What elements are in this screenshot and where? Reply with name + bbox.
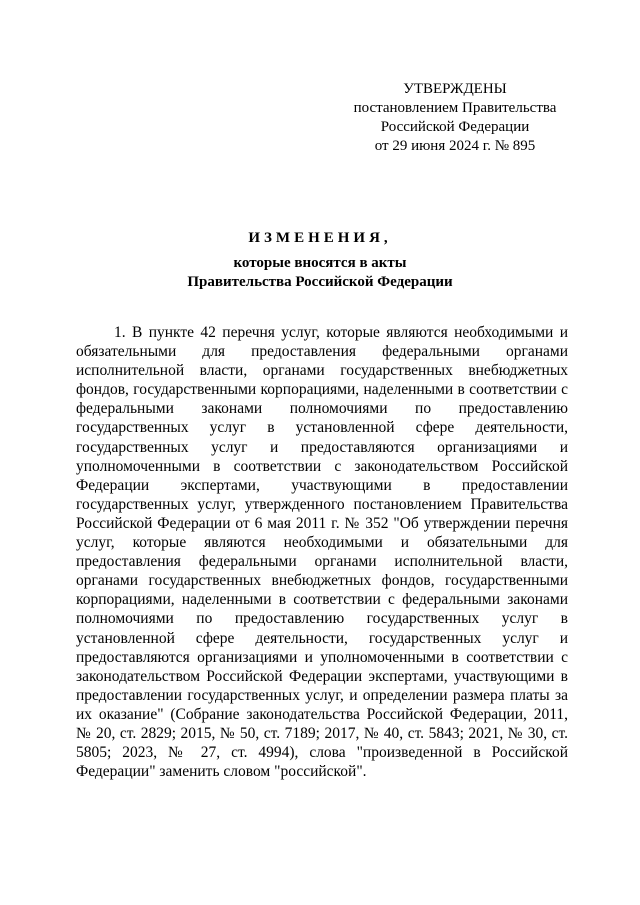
approval-stamp	[340, 80, 570, 156]
document-title: ИЗМЕНЕНИЯ,	[248, 230, 392, 246]
approval-date-number: от 29 июня 2024 г. № 895	[374, 138, 536, 154]
document-subtitle	[0, 254, 640, 292]
approval-authority: постановлением Правительства	[353, 100, 557, 116]
document-heading	[0, 228, 640, 292]
paragraph-1: 1. В пункте 42 перечня услуг, которые являются необходимыми и обязательными для предоставления федеральными органами исполнительной власти, органами государственных внебюджетных фондов, государственными корпорациями, наделенными в соответствии с федеральными законами полномочиями по предоставлению государственных услуг в установленной сфере деятельности, государственных услуг и предоставляются организациями и уполномоченными в соответствии с законодательством Российской Федерации экспертами, участвующими в предоставлении государственных услуг, утвержденного постановлением Правительства Российской Федерации от 6 мая 2011 г. № 352 "Об утверждении перечня услуг, которые являются необходимыми и обязательными для предоставления федеральными органами исполнительной власти, органами государственных внебюджетных фондов, государственными корпорациями, наделенными в соответствии с федеральными законами полномочиями по предоставлению государственных услуг в установленной сфере деятельности, государственных услуг и предоставляются организациями и уполномоченными в соответствии с законодательством Российской Федерации экспертами, участвующими в предоставлении государственных услуг, и определении размера платы за их оказание" (Собрание законодательства Российской Федерации, 2011, № 20, ст. 2829; 2015, № 50, ст. 7189; 2017, № 40, ст. 5843; 2021, № 30, ст. 5805; 2023, № 27, ст. 4994), слова "произведенной в Российской Федерации" заменить словом "российской".	[76, 324, 568, 781]
subtitle-line-1: которые вносятся в акты	[233, 255, 407, 271]
approval-heading: УТВЕРЖДЕНЫ	[403, 81, 507, 97]
approval-country: Российской Федерации	[380, 119, 530, 135]
subtitle-line-2: Правительства Российской Федерации	[187, 274, 453, 290]
